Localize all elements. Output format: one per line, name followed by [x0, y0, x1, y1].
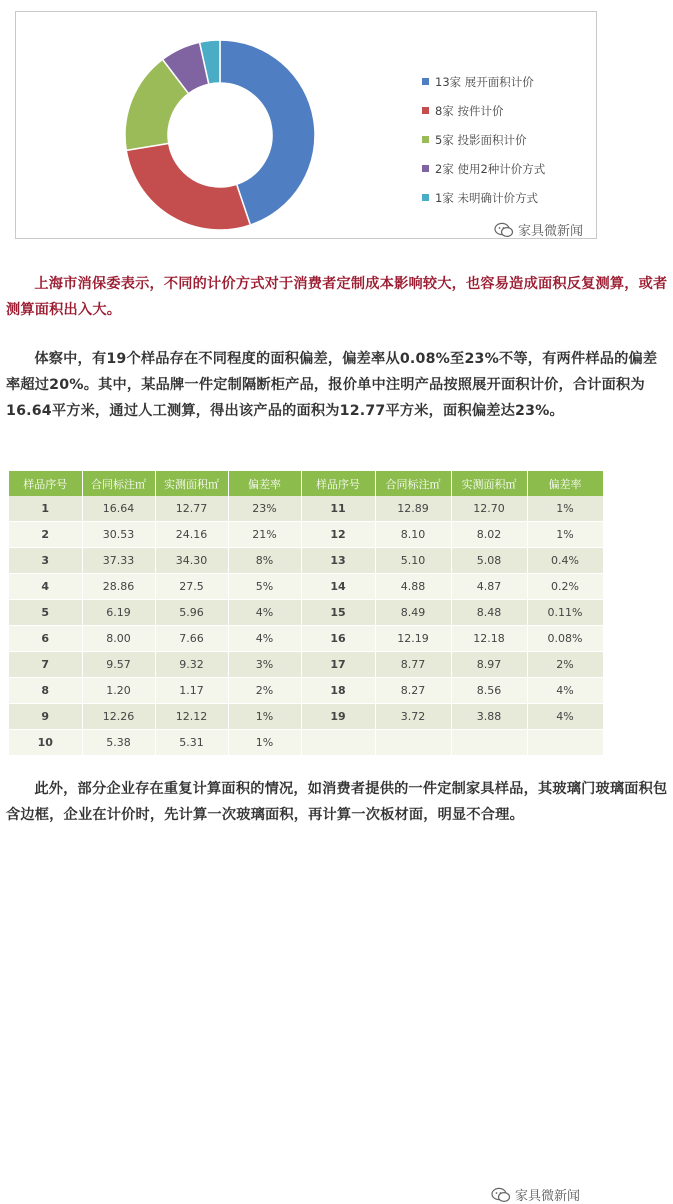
- table-cell: 16.64: [82, 496, 155, 522]
- table-row: [9, 600, 603, 626]
- wechat-icon: [494, 222, 514, 238]
- table-cell: 4.88: [375, 574, 451, 600]
- legend-label: 1家 未明确计价方式: [435, 190, 538, 205]
- legend-label: 5家 投影面积计价: [435, 132, 527, 147]
- table-cell: 0.11%: [527, 600, 603, 626]
- table-cell: 8.77: [375, 652, 451, 678]
- table-row: [9, 704, 603, 730]
- table-cell: 4%: [527, 704, 603, 730]
- table-cell: 18: [301, 678, 375, 704]
- table-cell: [527, 730, 603, 756]
- table-cell: 6: [9, 626, 82, 652]
- table-cell: 12.89: [375, 496, 451, 522]
- table-cell: 8.97: [451, 652, 527, 678]
- table-cell: 4.87: [451, 574, 527, 600]
- table-header-cell: 偏差率: [527, 471, 603, 496]
- table-cell: 5.31: [155, 730, 228, 756]
- table-cell: 8.27: [375, 678, 451, 704]
- table-cell: 13: [301, 548, 375, 574]
- table-cell: [375, 730, 451, 756]
- double-counting-paragraph: 此外，部分企业存在重复计算面积的情况，如消费者提供的一件定制家具样品，其玻璃门玻璃面积包含边框，企业在计价时，先计算一次玻璃面积，再计算一次板材面，明显不合理。: [6, 781, 668, 823]
- table-cell: 8.02: [451, 522, 527, 548]
- table-cell: 3.72: [375, 704, 451, 730]
- legend-label: 8家 按件计价: [435, 103, 504, 118]
- table-cell: 0.4%: [527, 548, 603, 574]
- table-cell: 5.96: [155, 600, 228, 626]
- table-cell: 6.19: [82, 600, 155, 626]
- table-cell: 16: [301, 626, 375, 652]
- table-header-cell: 样品序号: [9, 471, 82, 496]
- pie-slice-2: [126, 143, 250, 230]
- table-cell: 4%: [228, 600, 301, 626]
- watermark: [494, 220, 583, 239]
- table-cell: 1%: [228, 704, 301, 730]
- pricing-method-chart: [15, 11, 597, 239]
- table-cell: 12.18: [451, 626, 527, 652]
- table-cell: 1%: [527, 496, 603, 522]
- legend-swatch: [422, 136, 429, 143]
- table-header-cell: 样品序号: [301, 471, 375, 496]
- table-cell: 11: [301, 496, 375, 522]
- table-cell: 4: [9, 574, 82, 600]
- table-cell: 5.38: [82, 730, 155, 756]
- chart-legend: [422, 67, 545, 212]
- table-header-cell: 实测面积㎡: [155, 471, 228, 496]
- table-cell: 8.10: [375, 522, 451, 548]
- table-cell: [301, 730, 375, 756]
- table-cell: 8.56: [451, 678, 527, 704]
- table-cell: 5%: [228, 574, 301, 600]
- table-cell: 7.66: [155, 626, 228, 652]
- table-cell: 12.12: [155, 704, 228, 730]
- legend-item: [422, 96, 545, 125]
- table-cell: 1: [9, 496, 82, 522]
- table-cell: 9.32: [155, 652, 228, 678]
- table-cell: 8.00: [82, 626, 155, 652]
- legend-item: [422, 154, 545, 183]
- table-cell: 5.08: [451, 548, 527, 574]
- table-cell: 15: [301, 600, 375, 626]
- table-row: [9, 730, 603, 756]
- table-cell: 9: [9, 704, 82, 730]
- legend-swatch: [422, 165, 429, 172]
- table-header-cell: 偏差率: [228, 471, 301, 496]
- table-cell: 4%: [527, 678, 603, 704]
- table-row: [9, 678, 603, 704]
- table-cell: 12.70: [451, 496, 527, 522]
- table-cell: 1%: [527, 522, 603, 548]
- legend-item: [422, 67, 545, 96]
- table-cell: 8%: [228, 548, 301, 574]
- table-header-cell: 合同标注㎡: [82, 471, 155, 496]
- legend-label: 2家 使用2种计价方式: [435, 161, 546, 176]
- table-cell: 7: [9, 652, 82, 678]
- legend-swatch: [422, 107, 429, 114]
- legend-swatch: [422, 78, 429, 85]
- watermark-text: 家具微新闻: [515, 1189, 581, 1204]
- table-cell: 2%: [527, 652, 603, 678]
- table-cell: 3%: [228, 652, 301, 678]
- table-cell: 12.77: [155, 496, 228, 522]
- table-cell: 10: [9, 730, 82, 756]
- table-cell: 3.88: [451, 704, 527, 730]
- table-cell: 1.20: [82, 678, 155, 704]
- table-cell: 4%: [228, 626, 301, 652]
- table-row: [9, 522, 603, 548]
- table-cell: 5: [9, 600, 82, 626]
- legend-item: [422, 125, 545, 154]
- legend-label: 13家 展开面积计价: [435, 74, 534, 89]
- legend-swatch: [422, 194, 429, 201]
- table-row: [9, 652, 603, 678]
- table-cell: 24.16: [155, 522, 228, 548]
- table-cell: 9.57: [82, 652, 155, 678]
- table-cell: 8: [9, 678, 82, 704]
- table-cell: 21%: [228, 522, 301, 548]
- table-row: [9, 496, 603, 522]
- table-cell: 1.17: [155, 678, 228, 704]
- table-cell: 28.86: [82, 574, 155, 600]
- table-row: [9, 548, 603, 574]
- table-cell: 23%: [228, 496, 301, 522]
- table-watermark: [491, 1185, 580, 1204]
- table-cell: 8.49: [375, 600, 451, 626]
- table-cell: 5.10: [375, 548, 451, 574]
- area-deviation-table: [9, 471, 604, 756]
- table-cell: 12: [301, 522, 375, 548]
- legend-item: [422, 183, 545, 212]
- table-cell: 17: [301, 652, 375, 678]
- table-cell: 8.48: [451, 600, 527, 626]
- donut-chart: [16, 12, 316, 238]
- table-header-row: [9, 471, 603, 496]
- watermark-text: 家具微新闻: [518, 224, 584, 239]
- table-cell: 34.30: [155, 548, 228, 574]
- table-header-cell: 实测面积㎡: [451, 471, 527, 496]
- wechat-icon: [491, 1187, 511, 1203]
- table-cell: 2%: [228, 678, 301, 704]
- table-cell: 2: [9, 522, 82, 548]
- table-cell: 37.33: [82, 548, 155, 574]
- table-cell: 12.19: [375, 626, 451, 652]
- table-cell: [451, 730, 527, 756]
- table-cell: 14: [301, 574, 375, 600]
- consumer-council-paragraph: 上海市消保委表示，不同的计价方式对于消费者定制成本影响较大，也容易造成面积反复测算，或者测算面积出入大。: [6, 276, 668, 318]
- table-header-cell: 合同标注㎡: [375, 471, 451, 496]
- deviation-paragraph: 体察中，有19个样品存在不同程度的面积偏差，偏差率从0.08%至23%不等，有两件样品的偏差率超过20%。其中，某品牌一件定制隔断柜产品，报价单中注明产品按照展开面积计价，合计面积为16.64平方米，通过人工测算，得出该产品的面积为12.77平方米，面积偏差达23%。: [6, 351, 658, 419]
- table-row: [9, 626, 603, 652]
- table-cell: 30.53: [82, 522, 155, 548]
- table-cell: 1%: [228, 730, 301, 756]
- table-cell: 19: [301, 704, 375, 730]
- table-cell: 0.2%: [527, 574, 603, 600]
- table-row: [9, 574, 603, 600]
- table-cell: 0.08%: [527, 626, 603, 652]
- table-cell: 27.5: [155, 574, 228, 600]
- table-cell: 12.26: [82, 704, 155, 730]
- table-cell: 3: [9, 548, 82, 574]
